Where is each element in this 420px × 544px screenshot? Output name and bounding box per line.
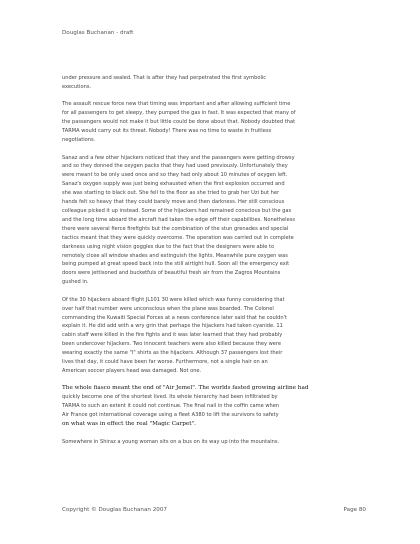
paragraph bbox=[62, 74, 364, 92]
text-line: being pumped at great speed back into the still airtight hull. Soon all the emergency exit bbox=[62, 261, 290, 268]
text-line: there were several fierce firefights but the combination of the stun grenades and special bbox=[62, 225, 289, 232]
text-line: commanding the Kuwaiti Special Forces at a news conference later said that he couldn't bbox=[62, 314, 288, 321]
text-line: The whole fiasco meant the end of "Air Jemel". The worlds fasted growing airline had bbox=[62, 385, 309, 392]
text-line: wearing exactly the same "I" shirts as the hijackers. Although 37 passengers lost their bbox=[62, 350, 283, 357]
text-line: and the long time aboard the aircraft had taken the edge off their capabilities. Nonetheless bbox=[62, 216, 296, 223]
text-line: hands felt so heavy that they could barely move and then darkness. Her still conscious bbox=[62, 199, 285, 206]
text-line: Sanaz and a few other hijackers noticed that they and the passengers were getting drowsy bbox=[62, 154, 295, 161]
text-line: American soccer players head was damaged. Not one. bbox=[62, 367, 202, 374]
text-line: the passengers would not make it but little could be done about that. Nobody doubted that bbox=[62, 119, 296, 126]
text-line: Somewhere in Shiraz a young woman sits on a bus on its way up into the mountains. bbox=[62, 438, 280, 445]
text-line: on what was in effect the real "Magic Carpet". bbox=[62, 421, 196, 428]
text-line: explain it. He did add with a wry grin that perhaps the hijackers had taken cyanide. 11 bbox=[62, 323, 283, 330]
text-line: negotiations. bbox=[62, 137, 96, 144]
text-line: remotely close all window shades and extinguish the lights. Meanwhile pure oxygen was bbox=[62, 252, 288, 259]
paragraph bbox=[62, 384, 364, 429]
text-line: darkness using night vision goggles due to the fact that the designers were able to bbox=[62, 243, 275, 250]
text-line: were meant to be only used once and so they had only about 10 minutes of oxygen left. bbox=[62, 172, 288, 179]
text-line: for all passengers to get sleepy, they pumped the gas in fast. It was expected that many of bbox=[62, 110, 296, 117]
text-line: lives that day, it could have been far worse. Furthermore, not a single hair on an bbox=[62, 359, 268, 366]
text-line: Of the 30 hijackers aboard flight JL101 30 were killed which was funny considering that bbox=[62, 296, 285, 303]
copyright-notice: Copyright © Douglas Buchanan 2007 bbox=[62, 507, 167, 513]
paragraph bbox=[62, 296, 364, 376]
text-line: and so they donned the oxygen packs that they had used previously. Unfortunately they bbox=[62, 163, 288, 170]
running-header: Douglas Buchanan - draft bbox=[62, 30, 134, 36]
text-line: The assault rescue force new that timing was important and after allowing sufficient time bbox=[62, 101, 291, 108]
text-line: gushed in. bbox=[62, 279, 89, 286]
text-line: quickly become one of the shortest lived. Its whole hierarchy had been infiltrated by bbox=[62, 394, 278, 401]
text-line: colleague picked it up instead. Some of the hijackers had remained conscious but the gas bbox=[62, 207, 292, 214]
text-line: TARMA to such an extent it could not continue. The final nail in the coffin came when bbox=[62, 403, 280, 410]
paragraph bbox=[62, 100, 364, 145]
text-line: over half that number were unconscious when the plane was boarded. The Colonel bbox=[62, 305, 274, 312]
text-line: under pressure and sealed. That is after they had perpetrated the first symbolic bbox=[62, 75, 267, 81]
text-line: been undercover hijackers. Two innocent teachers were also killed because they were bbox=[62, 341, 281, 348]
text-line: tactics meant that they were quickly overcome. The operation was carried out in complete bbox=[62, 234, 294, 241]
body-text bbox=[62, 74, 364, 455]
text-line: cabin staff were killed in the fire fights and it was later learned that they had probably bbox=[62, 332, 283, 339]
text-line: executions. bbox=[62, 83, 92, 90]
paragraph bbox=[62, 154, 364, 288]
text-line: doors were jettisoned and bucketfuls of beautiful fresh air from the Zagros Mountains bbox=[62, 270, 281, 277]
text-line: Sanaz's oxygen supply was just being exhausted when the first explosion occurred and bbox=[62, 181, 285, 188]
paragraph bbox=[62, 438, 364, 447]
text-line: she was starting to black out. She fell to the floor as she tried to grab her Uzi but her bbox=[62, 190, 280, 197]
text-line: Air France got international coverage using a fleet A380 to lift the survivors to safety bbox=[62, 412, 279, 419]
text-line: TARMA would carry out its threat. Nobody! There was no time to waste in fruitless bbox=[62, 128, 272, 135]
page-number: Page 80 bbox=[343, 507, 366, 513]
